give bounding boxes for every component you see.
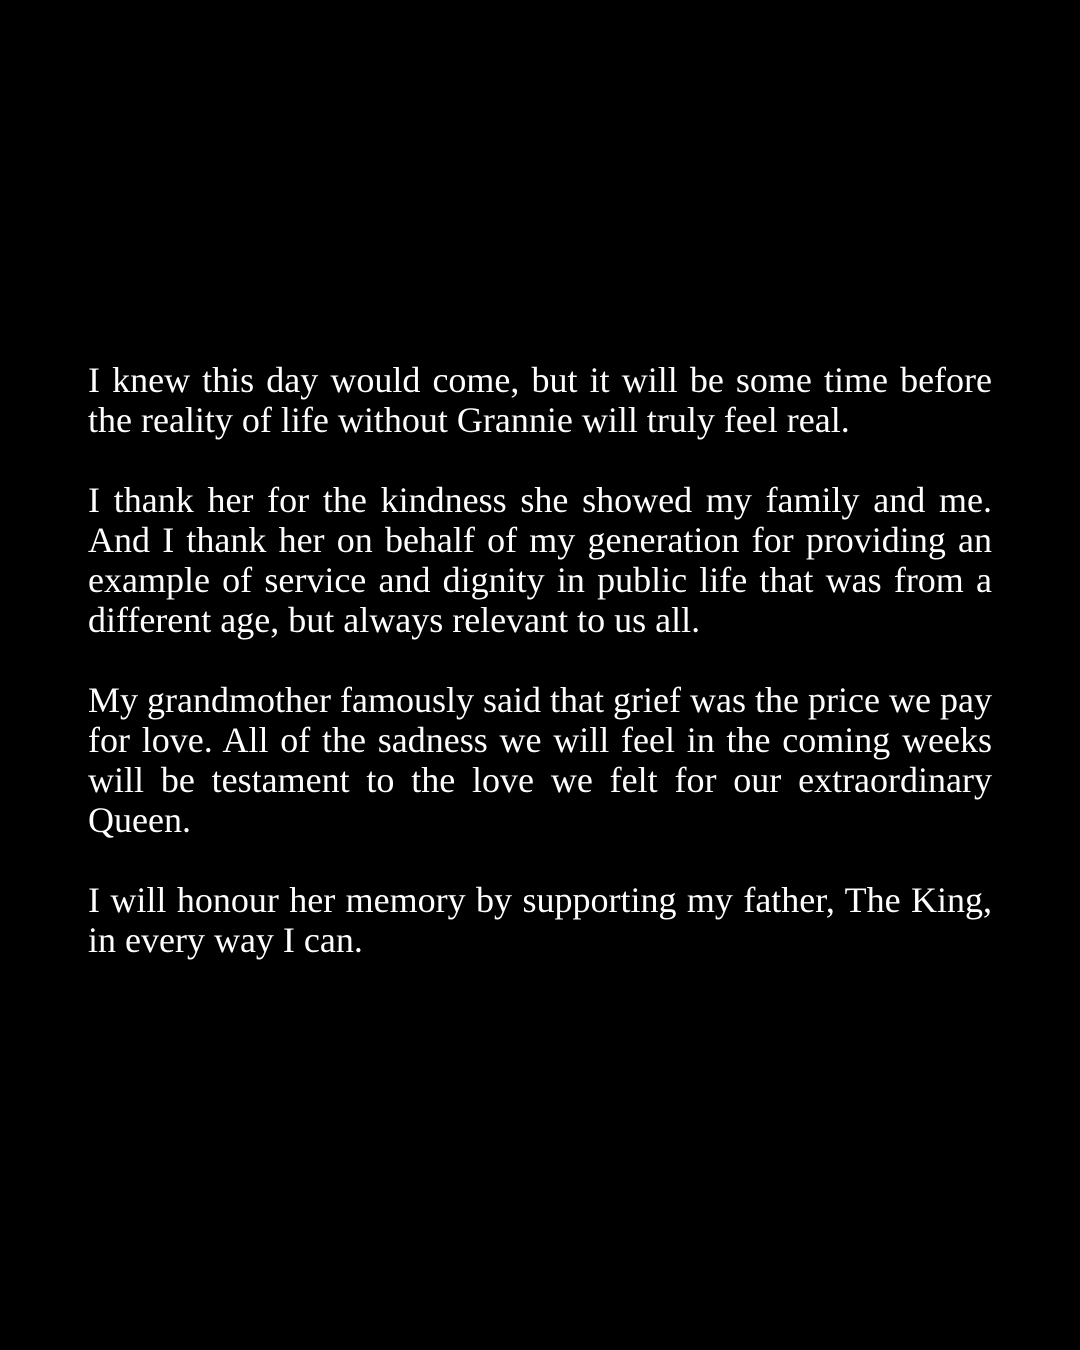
statement-paragraph-3: My grandmother famously said that grief was the price we pay for love. All of the sadness we will feel in the coming weeks will be testament to the love we felt for our extraordinary Queen.: [88, 680, 992, 840]
statement-paragraph-2: I thank her for the kindness she showed my family and me. And I thank her on behalf of my generation for providing an example of service and dignity in public life that was from a different age, but always relevant to us all.: [88, 480, 992, 640]
statement-paragraph-1: I knew this day would come, but it will be some time before the reality of life without Grannie will truly feel real.: [88, 360, 992, 440]
statement-text: [88, 360, 992, 960]
statement-paragraph-4: I will honour her memory by supporting my father, The King, in every way I can.: [88, 880, 992, 960]
